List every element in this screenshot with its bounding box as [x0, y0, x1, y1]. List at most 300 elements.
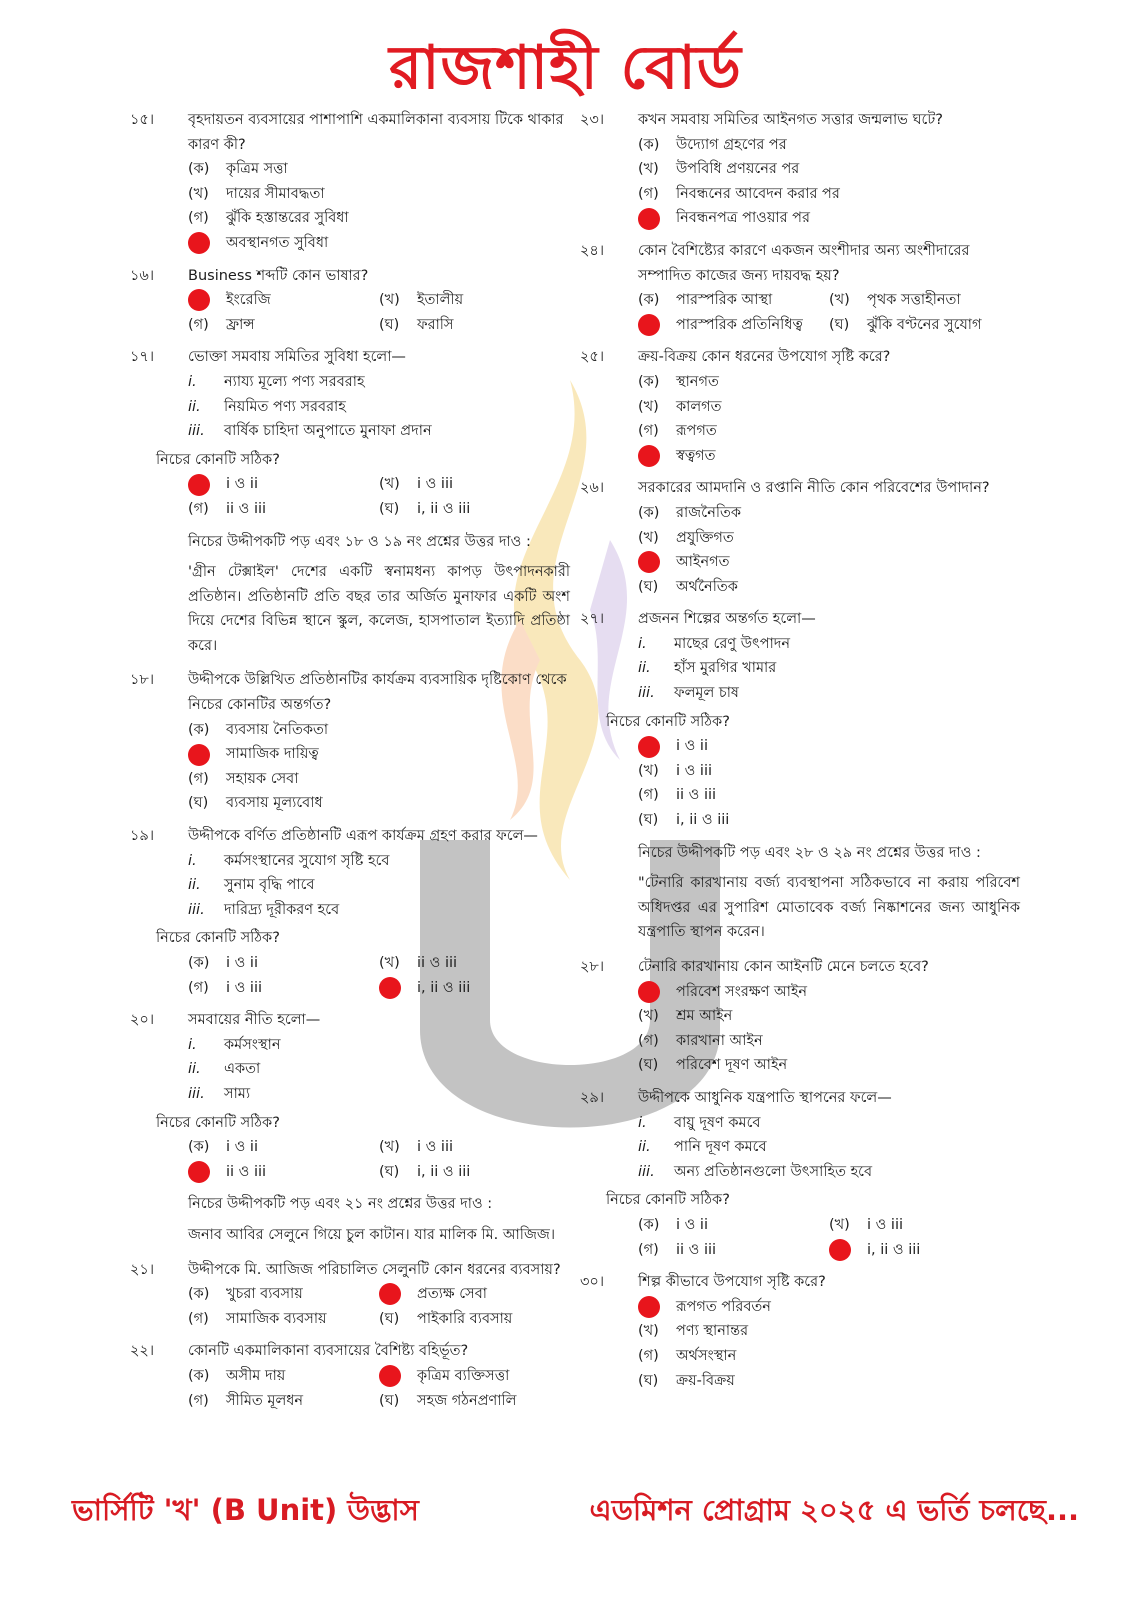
answer-option: [379, 951, 570, 976]
question-block: [580, 476, 1020, 599]
question-number: ৩০।: [580, 1274, 605, 1291]
option-label: (গ): [188, 316, 209, 333]
question-number: ১৭।: [130, 349, 155, 366]
statement-item: [638, 656, 1020, 681]
option-text: i ও iii: [226, 979, 263, 996]
question-number: ১৮।: [130, 672, 155, 689]
answer-option: [188, 1135, 379, 1160]
statement-text: একতা: [224, 1061, 261, 1078]
option-text: ii ও iii: [226, 500, 267, 517]
stimulus-text: জনাব আবির সেলুনে গিয়ে চুল কাটান। যার মালিক মি. আজিজ।: [188, 1226, 556, 1243]
answer-option: [638, 1029, 1020, 1054]
option-text: পারস্পরিক আস্থা: [676, 292, 773, 309]
option-text: রূপগত পরিবর্তন: [676, 1298, 771, 1315]
right-column: [580, 108, 1020, 1401]
correct-answer-dot-icon: [638, 551, 660, 573]
options-list: [188, 288, 570, 337]
option-text: সামাজিক ব্যবসায়: [226, 1310, 327, 1327]
answer-option: [379, 1389, 570, 1414]
answer-option-correct: [379, 976, 570, 1001]
option-text: i ও ii: [226, 1139, 258, 1156]
answer-option: [379, 1160, 570, 1185]
option-text: প্রযুক্তিগত: [676, 529, 734, 546]
question-block: [580, 345, 1020, 468]
option-text: i ও iii: [867, 1216, 904, 1233]
which-correct-prompt: নিচের কোনটি সঠিক?: [606, 713, 730, 730]
option-text: সহজ গঠনপ্রণালি: [417, 1392, 517, 1409]
option-text: ইতালীয়: [417, 292, 464, 309]
option-text: নিবন্ধনের আবেদন করার পর: [676, 185, 840, 202]
stimulus-text: 'গ্রীন টেক্সাইল' দেশের একটি স্বনামধন্য কাপড় উৎপাদনকারী প্রতিষ্ঠান। প্রতিষ্ঠানটি প্রতি বছর তার অর্জিত মুনাফার একটি অংশ দিয়ে দেশের বিভিন্ন স্থানে স্কুল, কলেজ, হাসপাতাল ইত্যাদি প্রতিষ্ঠা করে।: [188, 564, 570, 654]
question-block: [580, 239, 1020, 337]
option-text: কালগত: [676, 398, 722, 415]
option-label: (ক): [188, 1139, 210, 1156]
answer-option: [638, 157, 1020, 182]
option-label: (ক): [638, 373, 660, 390]
correct-answer-dot-icon: [379, 1283, 401, 1305]
answer-option: [379, 313, 570, 338]
option-label: (খ): [638, 762, 659, 779]
answer-option: [188, 718, 570, 743]
option-label: (গ): [188, 210, 209, 227]
statement-text: নিয়মিত পণ্য সরবরাহ: [224, 398, 346, 415]
answer-option: [638, 1319, 1020, 1344]
option-text: i ও iii: [417, 476, 454, 493]
options-list: [188, 472, 570, 521]
statement-text: মাছের রেণু উৎপাদন: [674, 635, 791, 652]
question-block: [580, 108, 1020, 231]
option-text: পণ্য স্থানান্তর: [676, 1323, 749, 1340]
option-text: অসীম দায়: [226, 1367, 286, 1384]
options-list: [638, 980, 1020, 1078]
answer-option: [188, 157, 570, 182]
option-label: (গ): [188, 770, 209, 787]
stimulus-block: [580, 841, 1020, 945]
answer-option: [638, 1238, 829, 1263]
stimulus-text: "টেনারি কারখানায় বর্জ্য ব্যবস্থাপনা সঠিকভাবে না করায় পরিবেশ অধিদপ্তর এর সুপারিশ মোতাবেক বর্জ্য নিষ্কাশনের জন্য আধুনিক যন্ত্রপাতি স্থাপন করেন।: [638, 875, 1020, 941]
footer-admission-notice: এডমিশন প্রোগ্রাম ২০২৫ এ ভর্তি চলছে...: [589, 1493, 1079, 1527]
stimulus-instruction: নিচের উদ্দীপকটি পড় এবং ১৮ ও ১৯ নং প্রশ্নের উত্তর দাও :: [188, 533, 531, 550]
option-label: (ক): [638, 292, 660, 309]
question-number: ২৫।: [580, 349, 605, 366]
option-text: উদ্যোগ গ্রহণের পর: [676, 136, 787, 153]
which-correct-prompt: নিচের কোনটি সঠিক?: [156, 930, 280, 947]
question-text: ক্রয়-বিক্রয় কোন ধরনের উপযোগ সৃষ্টি করে?: [638, 349, 891, 366]
statement-item: [638, 1111, 1020, 1136]
answer-option-correct: [638, 444, 1020, 469]
option-text: i, ii ও iii: [676, 812, 730, 829]
statement-label: ii.: [638, 1139, 651, 1156]
option-text: ii ও iii: [676, 787, 717, 804]
statement-text: দারিদ্র্য দূরীকরণ হবে: [224, 901, 340, 918]
option-label: (খ): [188, 185, 209, 202]
option-text: কৃত্রিম সত্তা: [226, 161, 288, 178]
statement-label: iii.: [188, 1085, 205, 1102]
question-block: [130, 1008, 570, 1184]
answer-option-correct: [829, 1238, 1020, 1263]
question-number: ২০।: [130, 1012, 155, 1029]
question-text: প্রজনন শিল্পের অন্তর্গত হলো—: [638, 611, 816, 628]
option-text: ii ও iii: [226, 1163, 267, 1180]
question-block: [580, 955, 1020, 1078]
option-label: (গ): [638, 787, 659, 804]
question-text: উদ্দীপকে মি. আজিজ পরিচালিত সেলুনটি কোন ধরনের ব্যবসায়?: [188, 1261, 561, 1278]
option-text: ফরাসি: [417, 316, 454, 333]
statement-text: অন্য প্রতিষ্ঠানগুলো উৎসাহিত হবে: [674, 1163, 873, 1180]
option-text: ঝুঁকি বণ্টনের সুযোগ: [867, 316, 982, 333]
answer-option-correct: [188, 472, 379, 497]
question-text: কখন সমবায় সমিতির আইনগত সত্তার জন্মলাভ ঘটে?: [638, 112, 943, 128]
option-label: (ক): [188, 161, 210, 178]
statement-text: বার্ষিক চাহিদা অনুপাতে মুনাফা প্রদান: [224, 423, 432, 440]
option-label: (ঘ): [379, 500, 400, 517]
option-label: (খ): [829, 292, 850, 309]
question-text: ভোক্তা সমবায় সমিতির সুবিধা হলো—: [188, 349, 406, 366]
answer-option: [638, 133, 1020, 158]
question-number: ২৪।: [580, 242, 605, 259]
correct-answer-dot-icon: [638, 736, 660, 758]
option-label: (ঘ): [379, 1163, 400, 1180]
option-label: (খ): [638, 1323, 659, 1340]
answer-option: [829, 313, 1020, 338]
option-text: শ্রম আইন: [676, 1008, 733, 1025]
option-text: ব্যবসায় নৈতিকতা: [226, 721, 329, 738]
options-list: [188, 157, 570, 255]
option-text: কারখানা আইন: [676, 1032, 763, 1049]
answer-option-correct: [638, 206, 1020, 231]
answer-option: [188, 206, 570, 231]
options-list: [638, 1295, 1020, 1393]
option-label: (ক): [188, 1286, 210, 1303]
question-number: ২৮।: [580, 959, 605, 975]
statement-list: [638, 632, 1020, 706]
answer-option-correct: [638, 550, 1020, 575]
answer-option-correct: [638, 1295, 1020, 1320]
statement-item: [638, 681, 1020, 706]
option-label: (খ): [638, 161, 659, 178]
option-label: (ক): [638, 504, 660, 521]
correct-answer-dot-icon: [188, 289, 210, 311]
option-label: (গ): [638, 423, 659, 440]
statement-item: [188, 419, 570, 444]
question-text: শিল্প কীভাবে উপযোগ সৃষ্টি করে?: [638, 1274, 826, 1291]
option-text: i ও ii: [676, 738, 708, 755]
question-text: উদ্দীপকে আধুনিক যন্ত্রপাতি স্থাপনের ফলে—: [638, 1089, 892, 1106]
options-list: [188, 718, 570, 816]
statement-text: ফলমূল চাষ: [674, 685, 739, 702]
option-text: স্থানগত: [676, 373, 719, 390]
statement-item: [188, 370, 570, 395]
question-text: কোনটি একমালিকানা ব্যবসায়ের বৈশিষ্ট্য বহির্ভূত?: [188, 1343, 469, 1360]
statement-item: [188, 1033, 570, 1058]
option-text: i, ii ও iii: [867, 1241, 921, 1258]
question-number: ২৭।: [580, 611, 605, 628]
answer-option: [188, 767, 570, 792]
option-label: (খ): [829, 1216, 850, 1233]
option-label: (ক): [638, 1216, 660, 1233]
statement-item: [188, 873, 570, 898]
answer-option: [379, 497, 570, 522]
correct-answer-dot-icon: [379, 977, 401, 999]
correct-answer-dot-icon: [188, 474, 210, 496]
option-label: (ক): [188, 1367, 210, 1384]
statement-text: হাঁস মুরগির খামার: [674, 660, 777, 677]
option-label: (ঘ): [379, 1392, 400, 1409]
option-text: ইংরেজি: [226, 292, 271, 309]
question-block: [580, 607, 1020, 832]
option-label: (গ): [188, 979, 209, 996]
options-list: [188, 1135, 570, 1184]
option-label: (খ): [379, 476, 400, 493]
statement-text: সুনাম বৃদ্ধি পাবে: [224, 877, 315, 894]
option-text: i, ii ও iii: [417, 500, 471, 517]
option-text: ii ও iii: [417, 955, 458, 971]
option-label: (ঘ): [638, 1057, 659, 1074]
option-text: সহায়ক সেবা: [226, 770, 299, 787]
options-list: [188, 951, 570, 1000]
answer-option: [638, 182, 1020, 207]
answer-option-correct: [188, 231, 570, 256]
answer-option: [379, 1307, 570, 1332]
option-label: (ঘ): [829, 316, 850, 333]
stimulus-block: [130, 530, 570, 659]
statement-label: ii.: [188, 877, 201, 894]
question-number: ২২।: [130, 1343, 155, 1360]
correct-answer-dot-icon: [379, 1365, 401, 1387]
answer-option-correct: [188, 1160, 379, 1185]
option-label: (ঘ): [638, 812, 659, 829]
page-title: রাজশাহী বোর্ড: [389, 33, 742, 103]
question-number: ২৬।: [580, 480, 605, 497]
options-list: [638, 1213, 1020, 1262]
statement-label: ii.: [188, 398, 201, 415]
answer-option: [638, 288, 829, 313]
answer-option: [638, 501, 1020, 526]
option-label: (গ): [638, 1347, 659, 1364]
answer-option: [188, 497, 379, 522]
option-text: নিবন্ধনপত্র পাওয়ার পর: [676, 210, 810, 227]
option-text: ii ও iii: [676, 1241, 717, 1258]
correct-answer-dot-icon: [638, 314, 660, 336]
answer-option: [638, 1004, 1020, 1029]
statement-label: i.: [188, 373, 197, 390]
option-text: পারস্পরিক প্রতিনিধিত্ব: [676, 316, 803, 333]
answer-option: [638, 370, 1020, 395]
answer-option: [638, 526, 1020, 551]
answer-option: [188, 1282, 379, 1307]
statement-text: কর্মসংস্থানের সুযোগ সৃষ্টি হবে: [224, 852, 390, 869]
correct-answer-dot-icon: [638, 208, 660, 230]
option-label: (গ): [188, 1392, 209, 1409]
answer-option: [188, 791, 570, 816]
statement-label: i.: [188, 852, 197, 869]
option-label: (ঘ): [379, 1310, 400, 1327]
footer-unit-label: ভার্সিটি 'খ' (B Unit) উদ্ভাস: [72, 1493, 419, 1527]
answer-option: [638, 1053, 1020, 1078]
option-label: (গ): [638, 1032, 659, 1049]
options-list: [638, 370, 1020, 468]
statement-item: [188, 395, 570, 420]
question-text: উদ্দীপকে বর্ণিত প্রতিষ্ঠানটি এরূপ কার্যক্রম গ্রহণ করার ফলে—: [188, 828, 538, 845]
statement-label: i.: [638, 1114, 647, 1131]
statement-label: i.: [638, 635, 647, 652]
question-block: [130, 668, 570, 816]
option-text: ঝুঁকি হস্তান্তরের সুবিধা: [226, 210, 349, 227]
answer-option-correct: [188, 288, 379, 313]
statement-label: i.: [188, 1036, 197, 1053]
option-text: সীমিত মূলধন: [226, 1392, 304, 1409]
option-label: (ক): [188, 955, 210, 971]
statement-item: [188, 1082, 570, 1107]
option-text: আইনগত: [676, 554, 730, 571]
correct-answer-dot-icon: [188, 232, 210, 254]
option-text: ব্যবসায় মূল্যবোধ: [226, 795, 323, 812]
option-text: উপবিধি প্রণয়নের পর: [676, 161, 800, 178]
options-list: [638, 734, 1020, 832]
option-label: (খ): [638, 1008, 659, 1025]
option-text: i ও ii: [226, 955, 258, 971]
statement-item: [188, 1057, 570, 1082]
correct-answer-dot-icon: [638, 1296, 660, 1318]
question-number: ২১।: [130, 1261, 155, 1278]
answer-option-correct: [638, 734, 1020, 759]
answer-option: [638, 759, 1020, 784]
statement-list: [188, 1033, 570, 1107]
answer-option-correct: [638, 980, 1020, 1005]
option-text: অর্থসংস্থান: [676, 1347, 737, 1364]
option-text: স্বত্বগত: [676, 447, 716, 464]
correct-answer-dot-icon: [638, 981, 660, 1003]
statement-text: সাম্য: [224, 1085, 251, 1102]
option-text: প্রত্যক্ষ সেবা: [417, 1286, 488, 1303]
option-text: দায়ের সীমাবদ্ধতা: [226, 185, 325, 202]
options-list: [188, 1364, 570, 1413]
answer-option: [638, 575, 1020, 600]
stimulus-block: [130, 1192, 570, 1247]
answer-option: [638, 1369, 1020, 1394]
question-number: ১৬।: [130, 267, 155, 284]
question-block: [130, 108, 570, 256]
option-label: (খ): [379, 292, 400, 309]
answer-option-correct: [379, 1364, 570, 1389]
question-number: ১৫।: [130, 112, 155, 128]
statement-text: পানি দূষণ কমবে: [674, 1139, 767, 1156]
question-text: সরকারের আমদানি ও রপ্তানি নীতি কোন পরিবেশের উপাদান?: [638, 480, 990, 497]
answer-option: [638, 1213, 829, 1238]
answer-option-correct: [379, 1282, 570, 1307]
option-text: i, ii ও iii: [417, 1163, 471, 1180]
correct-answer-dot-icon: [829, 1239, 851, 1261]
option-text: i ও ii: [676, 1216, 708, 1233]
question-block: [580, 1086, 1020, 1262]
answer-option: [188, 182, 570, 207]
left-column: [130, 108, 570, 1421]
option-label: (ক): [188, 721, 210, 738]
option-text: পরিবেশ দূষণ আইন: [676, 1057, 788, 1074]
options-list: [638, 501, 1020, 599]
answer-option: [188, 976, 379, 1001]
question-block: [580, 1270, 1020, 1393]
statement-list: [638, 1111, 1020, 1185]
question-text: Business শব্দটি কোন ভাষার?: [188, 267, 369, 284]
stimulus-instruction: নিচের উদ্দীপকটি পড় এবং ২৮ ও ২৯ নং প্রশ্নের উত্তর দাও :: [638, 844, 981, 861]
correct-answer-dot-icon: [638, 445, 660, 467]
option-label: (গ): [188, 500, 209, 517]
option-text: পাইকারি ব্যবসায়: [417, 1310, 513, 1327]
option-text: i ও ii: [226, 476, 258, 493]
answer-option: [638, 783, 1020, 808]
option-text: অর্থনৈতিক: [676, 578, 738, 595]
option-text: রাজনৈতিক: [676, 504, 742, 521]
option-label: (গ): [638, 1241, 659, 1258]
option-label: (খ): [379, 955, 400, 971]
statement-label: iii.: [638, 1163, 655, 1180]
answer-option: [379, 472, 570, 497]
option-text: রূপগত: [676, 423, 717, 440]
question-text: বৃহদায়তন ব্যবসায়ের পাশাপাশি একমালিকানা ব্যবসায় টিকে থাকার কারণ কী?: [188, 112, 564, 153]
question-block: [130, 1339, 570, 1413]
statement-item: [638, 1135, 1020, 1160]
stimulus-instruction: নিচের উদ্দীপকটি পড় এবং ২১ নং প্রশ্নের উত্তর দাও :: [188, 1196, 493, 1213]
correct-answer-dot-icon: [188, 744, 210, 766]
question-block: [130, 264, 570, 338]
question-text: উদ্দীপকে উল্লিখিত প্রতিষ্ঠানটির কার্যক্রম ব্যবসায়িক দৃষ্টিকোণ থেকে নিচের কোনটির অন্তর্গত?: [188, 672, 567, 714]
options-list: [638, 133, 1020, 231]
answer-option: [829, 1213, 1020, 1238]
statement-label: iii.: [638, 685, 655, 702]
statement-label: iii.: [188, 901, 205, 918]
option-text: পরিবেশ সংরক্ষণ আইন: [676, 983, 808, 1000]
statement-item: [188, 849, 570, 874]
option-text: অবস্থানগত সুবিধা: [226, 234, 329, 251]
statement-text: কর্মসংস্থান: [224, 1036, 281, 1053]
option-text: খুচরা ব্যবসায়: [226, 1286, 303, 1303]
option-text: i ও iii: [676, 762, 713, 779]
option-label: (ঘ): [188, 795, 209, 812]
option-text: ক্রয়-বিক্রয়: [676, 1372, 735, 1389]
answer-option: [188, 951, 379, 976]
statement-text: ন্যায্য মূল্যে পণ্য সরবরাহ: [224, 373, 365, 390]
option-label: (খ): [379, 1139, 400, 1156]
question-block: [130, 1258, 570, 1332]
option-label: (ঘ): [379, 316, 400, 333]
statement-item: [638, 632, 1020, 657]
option-label: (ঘ): [638, 578, 659, 595]
question-block: [130, 345, 570, 521]
option-label: (ঘ): [638, 1372, 659, 1389]
statement-list: [188, 849, 570, 923]
answer-option: [829, 288, 1020, 313]
answer-option: [638, 1344, 1020, 1369]
option-label: (গ): [638, 185, 659, 202]
option-text: ফ্রান্স: [226, 316, 255, 333]
option-label: (খ): [638, 398, 659, 415]
answer-option: [638, 808, 1020, 833]
question-number: ২৯।: [580, 1089, 605, 1106]
option-label: (খ): [638, 529, 659, 546]
question-text: টেনারি কারখানায় কোন আইনটি মেনে চলতে হবে?: [638, 959, 929, 975]
answer-option: [638, 419, 1020, 444]
statement-item: [188, 898, 570, 923]
answer-option: [188, 313, 379, 338]
question-number: ২৩।: [580, 112, 605, 128]
question-text: সমবায়ের নীতি হলো—: [188, 1012, 321, 1029]
answer-option: [188, 1389, 379, 1414]
answer-option: [188, 1307, 379, 1332]
question-text: কোন বৈশিষ্ট্যের কারণে একজন অংশীদার অন্য অংশীদারের সম্পাদিত কাজের জন্য দায়বদ্ধ হয়?: [638, 242, 970, 284]
answer-option: [379, 288, 570, 313]
option-text: পৃথক সত্তাহীনতা: [867, 292, 961, 309]
